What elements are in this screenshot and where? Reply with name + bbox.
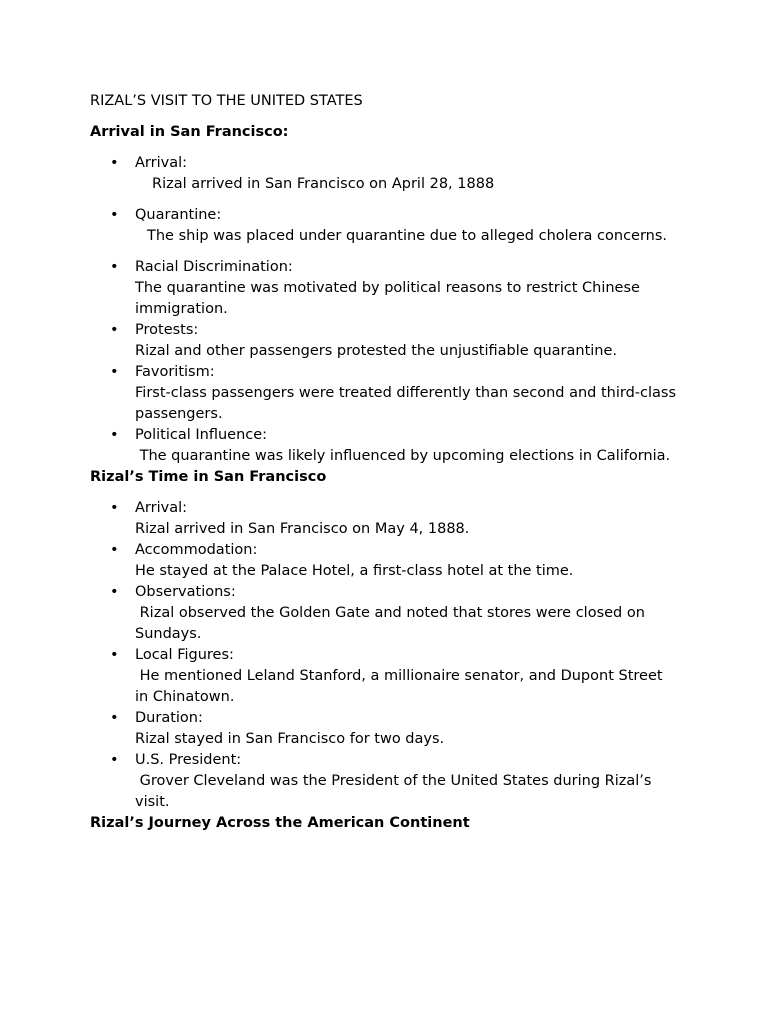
list-item	[90, 425, 680, 467]
list-item-text: The quarantine was motivated by political reasons to restrict Chinese immigration.	[135, 280, 645, 317]
document-page	[90, 91, 680, 844]
list-item	[90, 540, 680, 582]
list-item	[90, 498, 680, 540]
bullet-list-time-in-sf	[90, 498, 680, 813]
list-item-label: Accommodation:	[135, 542, 258, 558]
list-item	[90, 205, 680, 226]
list-item	[90, 645, 680, 708]
bullet-icon: •	[110, 364, 119, 380]
list-item-label: Political Influence:	[135, 427, 268, 443]
bullet-icon: •	[110, 584, 119, 600]
list-item-text: Rizal arrived in San Francisco on May 4, 1888.	[135, 521, 470, 537]
bullet-list-quarantine-details	[90, 257, 680, 467]
list-item-text: Rizal stayed in San Francisco for two days.	[135, 731, 445, 747]
list-item-label: Favoritism:	[135, 364, 215, 380]
section-heading-arrival: Arrival in San Francisco:	[90, 124, 289, 140]
list-item-label: Arrival:	[135, 155, 187, 171]
bullet-icon: •	[110, 259, 119, 275]
bullet-icon: •	[110, 647, 119, 663]
list-item-text: He mentioned Leland Stanford, a millionaire senator, and Dupont Street in Chinatown.	[135, 668, 668, 705]
list-item	[90, 582, 680, 645]
list-item-text: Grover Cleveland was the President of the United States during Rizal’s visit.	[135, 773, 657, 810]
bullet-list-quarantine	[90, 205, 680, 226]
list-item	[90, 257, 680, 320]
bullet-icon: •	[110, 322, 119, 338]
list-item-text: Rizal observed the Golden Gate and noted that stores were closed on Sundays.	[135, 605, 650, 642]
bullet-icon: •	[110, 542, 119, 558]
list-item-label: Observations:	[135, 584, 236, 600]
list-item	[90, 750, 680, 813]
list-item-text: He stayed at the Palace Hotel, a first-class hotel at the time.	[135, 563, 574, 579]
list-item-label: U.S. President:	[135, 752, 242, 768]
list-item	[90, 708, 680, 750]
quarantine-detail: The ship was placed under quarantine due to alleged cholera concerns.	[147, 228, 668, 244]
bullet-list-arrival	[90, 153, 680, 174]
list-item-text: The quarantine was likely influenced by upcoming elections in California.	[135, 448, 671, 464]
list-item	[90, 153, 680, 174]
bullet-icon: •	[110, 207, 119, 223]
list-item	[90, 320, 680, 362]
section-heading-time-in-sf: Rizal’s Time in San Francisco	[90, 469, 327, 485]
list-item-label: Protests:	[135, 322, 199, 338]
section-heading-journey: Rizal’s Journey Across the American Continent	[90, 815, 470, 831]
list-item-label: Duration:	[135, 710, 203, 726]
list-item-text: First-class passengers were treated differently than second and third-class passengers.	[135, 385, 681, 422]
bullet-icon: •	[110, 752, 119, 768]
bullet-icon: •	[110, 710, 119, 726]
list-item-label: Quarantine:	[135, 207, 222, 223]
document-title: RIZAL’S VISIT TO THE UNITED STATES	[90, 93, 363, 109]
list-item	[90, 362, 680, 425]
bullet-icon: •	[110, 500, 119, 516]
list-item-label: Arrival:	[135, 500, 187, 516]
list-item-label: Local Figures:	[135, 647, 234, 663]
list-item-label: Racial Discrimination:	[135, 259, 293, 275]
bullet-icon: •	[110, 427, 119, 443]
bullet-icon: •	[110, 155, 119, 171]
arrival-detail: Rizal arrived in San Francisco on April 28, 1888	[152, 176, 495, 192]
list-item-text: Rizal and other passengers protested the unjustifiable quarantine.	[135, 343, 618, 359]
